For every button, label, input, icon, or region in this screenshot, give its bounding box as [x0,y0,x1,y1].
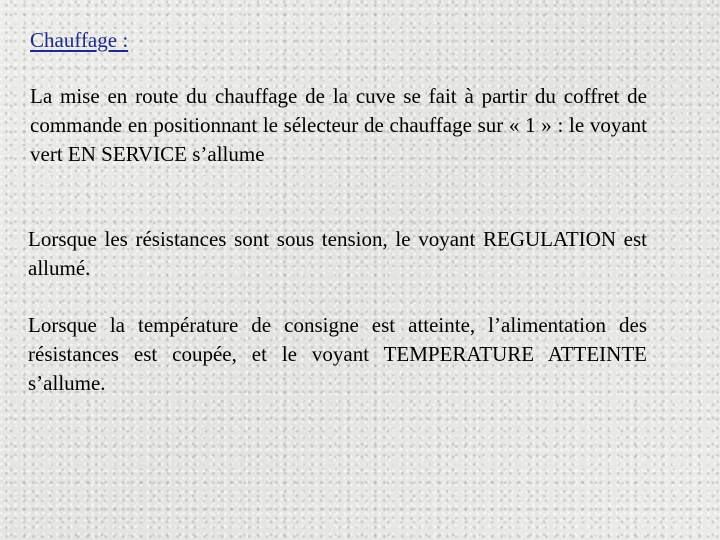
slide-title: Chauffage : [30,28,129,52]
paragraph-temperature: Lorsque la température de consigne est atteinte, l’alimentation des résistances est coupée, et le voyant TEMPERATURE ATTEINTE s’allume. [28,313,647,395]
paragraph-regulation: Lorsque les résistances sont sous tension, le voyant REGULATION est allumé. [28,227,647,280]
paragraph-startup: La mise en route du chauffage de la cuve se fait à partir du coffret de commande en positionnant le sélecteur de chauffage sur « 1 » : le voyant vert EN SERVICE s’allume [30,84,647,166]
